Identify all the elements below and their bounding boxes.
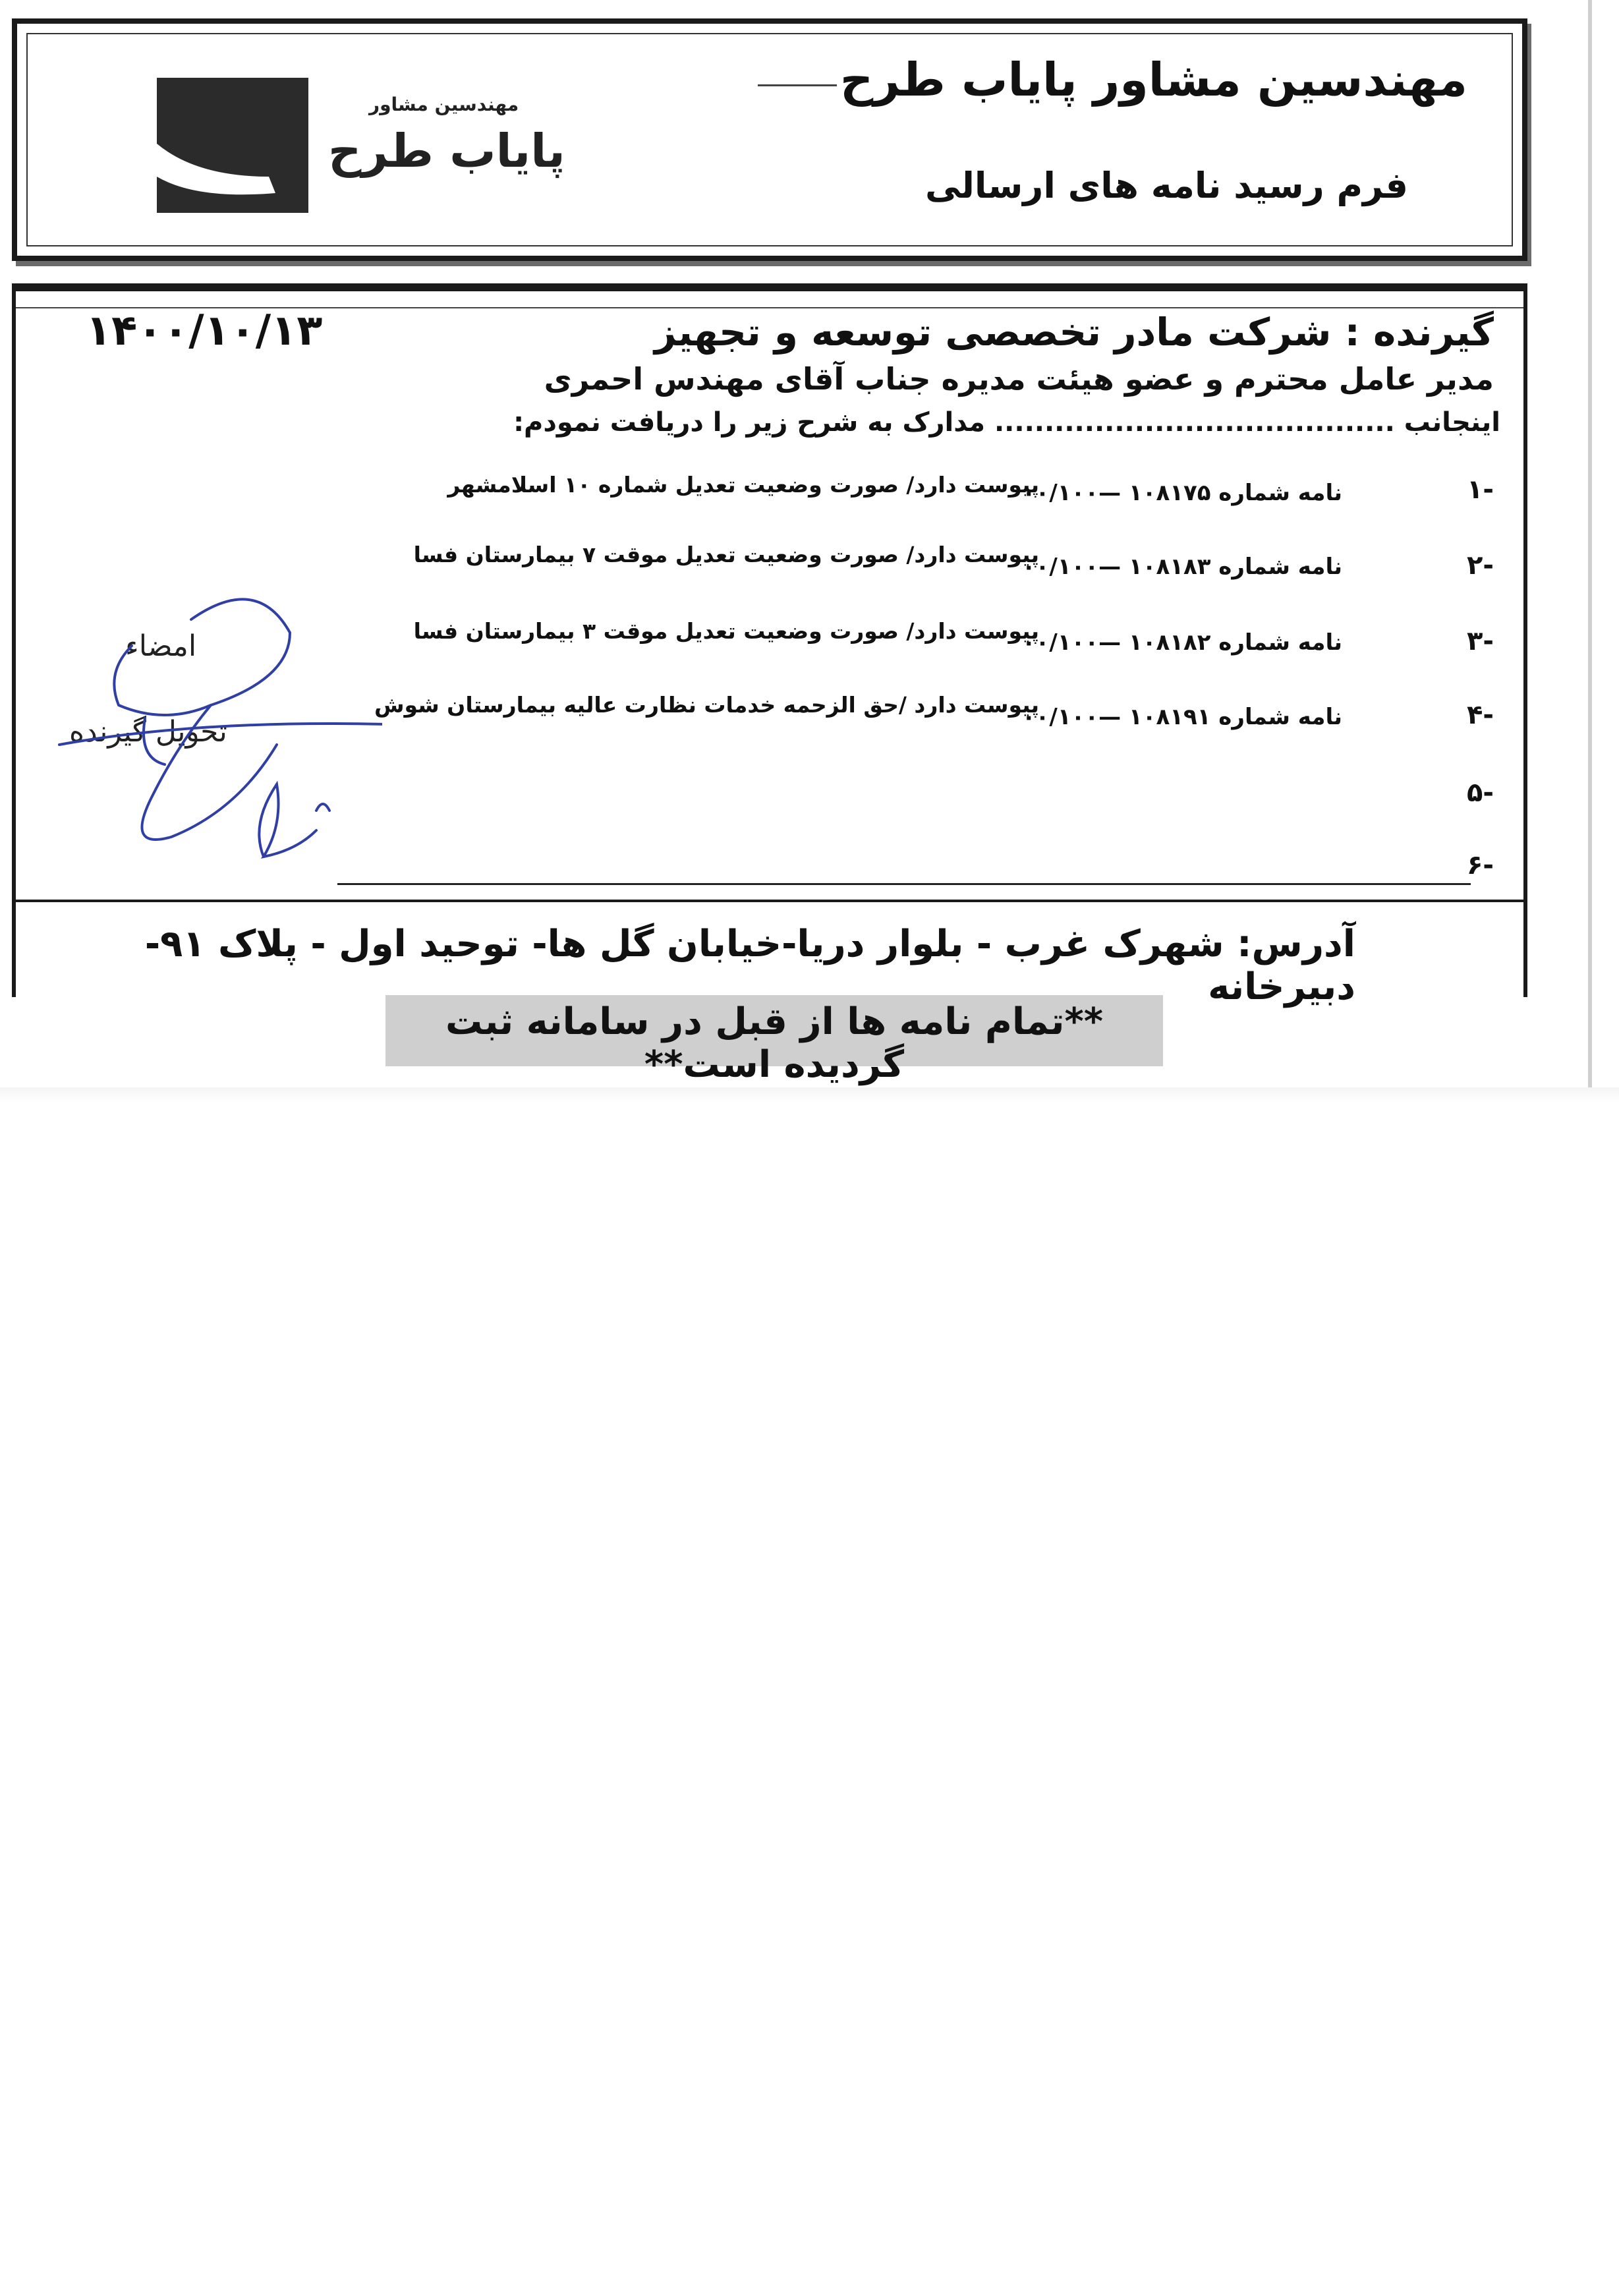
list-item-letter: نامه شماره ۱۰۸۱۸۳ —۰۰/۱۰۰	[1021, 554, 1342, 580]
title-dash	[758, 84, 837, 86]
scan-bottom-fade	[0, 1087, 1619, 1102]
list-bottom-line	[337, 883, 1471, 885]
list-item-desc: پیوست دارد/ صورت وضعیت تعدیل موقت ۳ بیمارستان فسا	[413, 618, 1039, 644]
list-item-letter: نامه شماره ۱۰۸۱۷۵ —۰۰/۱۰۰	[1021, 480, 1342, 506]
logo-name: پایاب طرح	[328, 124, 565, 178]
list-item-letter: نامه شماره ۱۰۸۱۹۱ —۰۰/۱۰۰	[1021, 704, 1342, 730]
acknowledgement: اینجانب ........................................ مدارک به شرح زیر را دریافت نمودم:	[513, 407, 1500, 438]
registration-note: **تمام نامه ها از قبل در سامانه ثبت گردیده است**	[445, 1000, 1104, 1086]
list-item-number: -۴	[1466, 700, 1494, 730]
manager-line: مدیر عامل محترم و عضو هیئت مدیره جناب آقای مهندس احمری	[544, 361, 1494, 397]
letter-date: ۱۴۰۰/۱۰/۱۳	[86, 306, 323, 355]
sign-label: امضاء	[125, 629, 197, 663]
handwritten-signature-icon	[40, 547, 382, 890]
list-item-desc: پیوست دارد/ صورت وضعیت تعدیل موقت ۷ بیمارستان فسا	[413, 542, 1039, 567]
list-item-desc: پیوست دارد/ صورت وضعیت تعدیل شماره ۱۰ اسلامشهر	[447, 472, 1039, 498]
list-item-number: -۳	[1466, 626, 1494, 656]
list-item-letter: نامه شماره ۱۰۸۱۸۲ —۰۰/۱۰۰	[1021, 629, 1342, 656]
scan-edge	[1588, 0, 1592, 1101]
list-item-number: -۶	[1466, 850, 1494, 880]
list-item-number: -۲	[1466, 550, 1494, 581]
recipient: گیرنده : شرکت مادر تخصصی توسعه و تجهیز	[654, 310, 1494, 355]
logo-subtitle: مهندسین مشاور	[369, 94, 519, 115]
list-item-number: -۵	[1466, 778, 1494, 808]
list-item-number: -۱	[1466, 474, 1494, 505]
company-logo-icon	[157, 78, 308, 213]
list-item-desc: پیوست دارد /حق الزحمه خدمات نظارت عالیه بیمارستان شوش	[374, 692, 1039, 718]
company-title: مهندسین مشاور پایاب طرح	[839, 53, 1467, 107]
form-title: فرم رسید نامه های ارسالی	[925, 165, 1408, 206]
receiver-label: تحویل گیرنده	[69, 715, 227, 749]
address: آدرس: شهرک غرب - بلوار دریا-خیابان گل ها- توحید اول - پلاک ۹۱- دبیرخانه	[144, 923, 1355, 1008]
